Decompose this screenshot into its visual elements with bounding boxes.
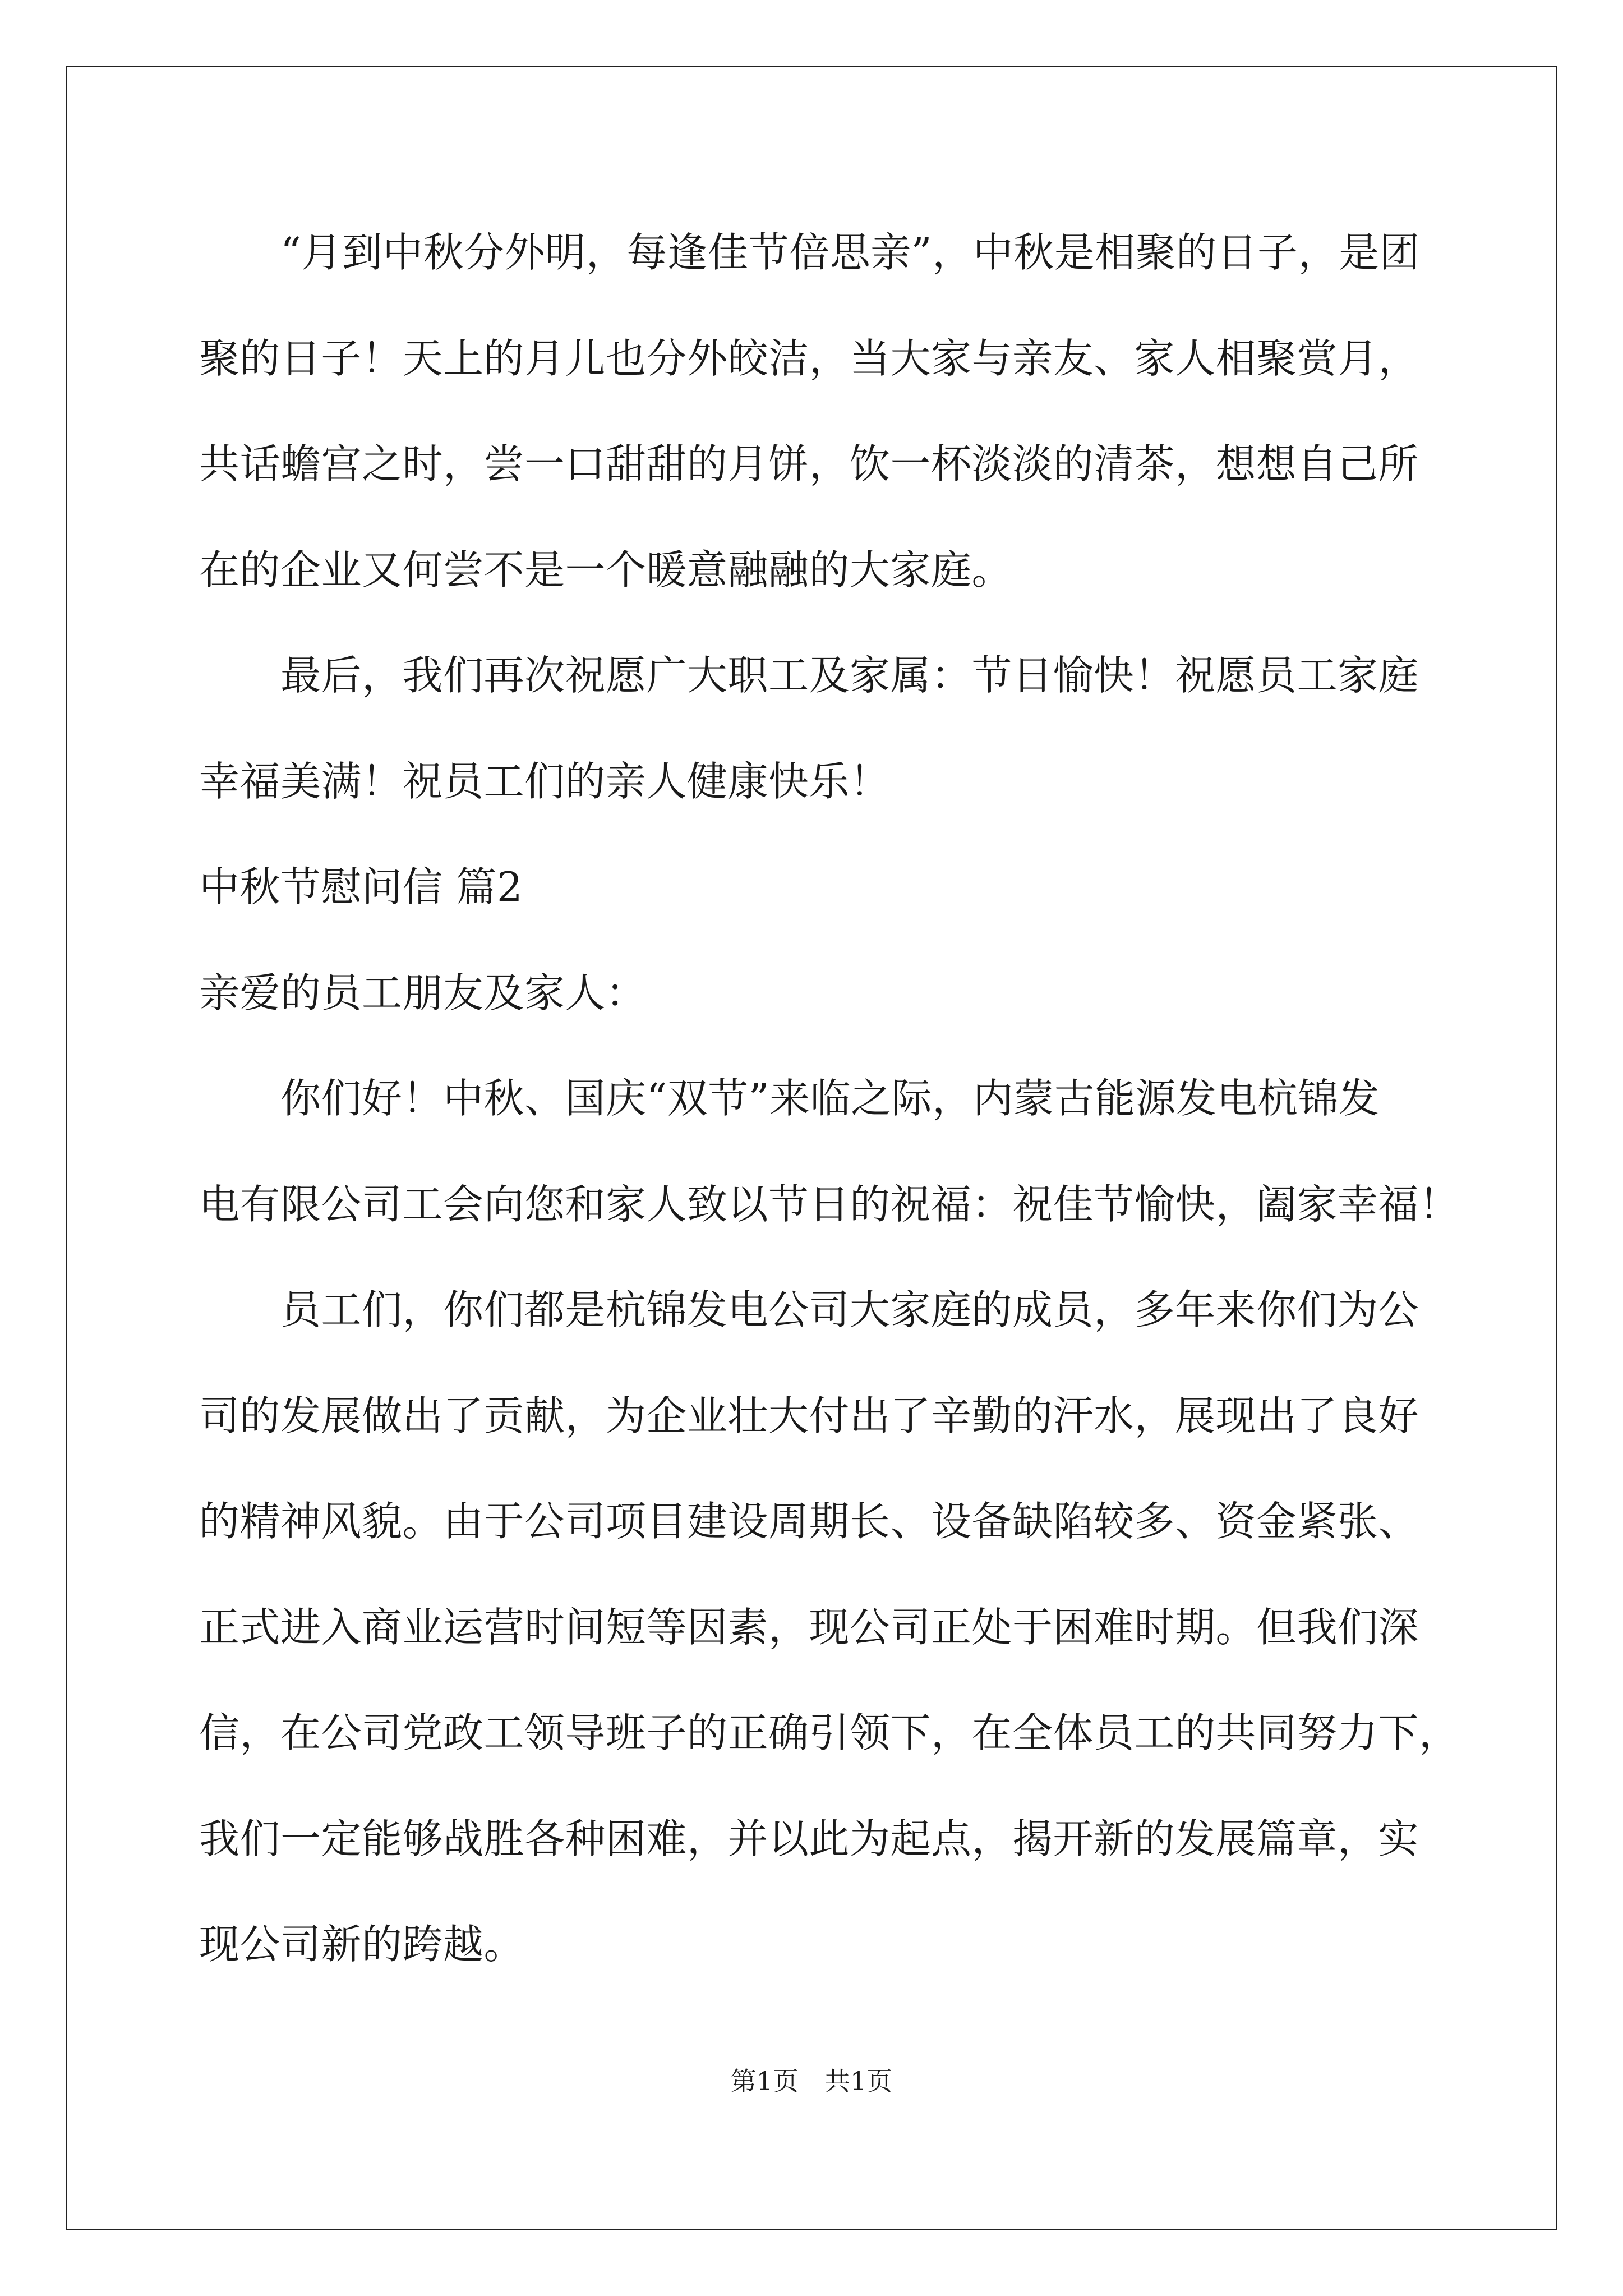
section-heading: 中秋节慰问信 篇2 (199, 863, 523, 910)
body-text-line: “月到中秋分外明，每逢佳节倍思亲”，中秋是相聚的日子，是团 (199, 229, 1421, 276)
body-text-line: 现公司新的跨越。 (199, 1921, 525, 1968)
body-text-line: 最后，我们再次祝愿广大职工及家属：节日愉快！祝愿员工家庭 (199, 652, 1419, 699)
body-text-line: 聚的日子！天上的月儿也分外皎洁，当大家与亲友、家人相聚赏月， (199, 334, 1419, 382)
salutation: 亲爱的员工朋友及家人： (199, 969, 647, 1016)
body-text-line: 信，在公司党政工领导班子的正确引领下，在全体员工的共同努力下， (199, 1709, 1460, 1756)
document-body (199, 219, 1460, 2017)
body-text-line: 员工们，你们都是杭锦发电公司大家庭的成员，多年来你们为公 (199, 1286, 1419, 1333)
body-text-line: 我们一定能够战胜各种困难，并以此为起点，揭开新的发展篇章，实 (199, 1815, 1419, 1862)
body-text-line: 司的发展做出了贡献，为企业壮大付出了辛勤的汗水，展现出了良好 (199, 1392, 1419, 1439)
body-text-line: 幸福美满！祝员工们的亲人健康快乐！ (199, 757, 891, 805)
body-text-line: 你们好！中秋、国庆“双节”来临之际，内蒙古能源发电杭锦发 (199, 1075, 1380, 1122)
body-text-line: 的精神风貌。由于公司项目建设周期长、设备缺陷较多、资金紧张、 (199, 1498, 1419, 1545)
body-text-line: 在的企业又何尝不是一个暖意融融的大家庭。 (199, 546, 1013, 593)
body-text-line: 正式进入商业运营时间短等因素，现公司正处于困难时期。但我们深 (199, 1603, 1419, 1651)
page-number-footer: 第1页 共1页 (730, 2066, 893, 2096)
body-text-line: 共话蟾宫之时，尝一口甜甜的月饼，饮一杯淡淡的清茶，想想自己所 (199, 440, 1419, 487)
body-text-line: 电有限公司工会向您和家人致以节日的祝福：祝佳节愉快，阖家幸福！ (199, 1180, 1460, 1228)
